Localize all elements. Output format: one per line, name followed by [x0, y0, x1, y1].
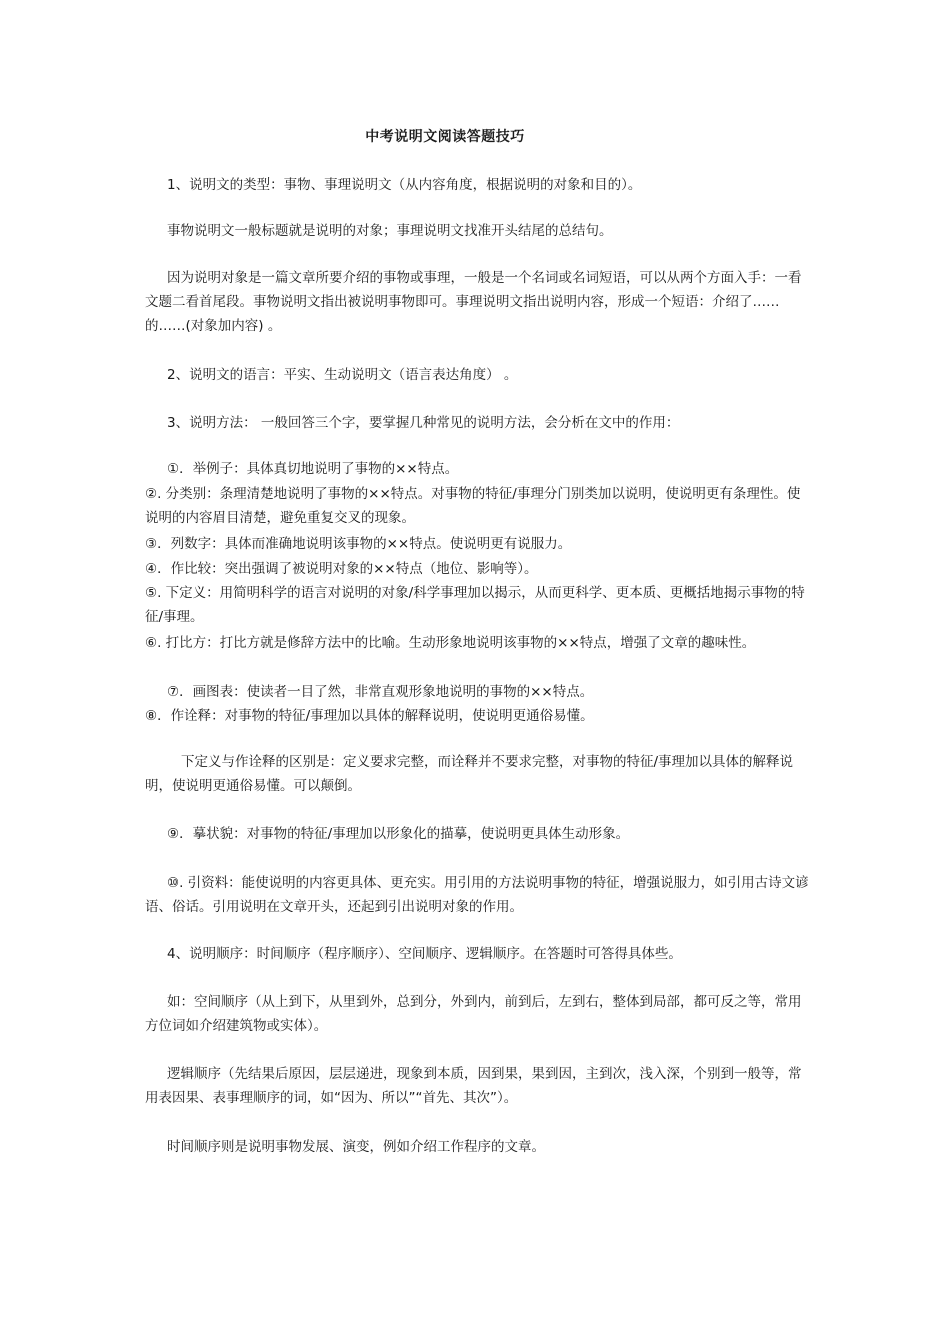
paragraph-define-vs-explain: 下定义与作诠释的区别是：定义要求完整，而诠释并不要求完整，对事物的特征/事理加以具体的解释说明，使说明更通俗易懂。可以颠倒。	[145, 754, 794, 794]
method-cite: ⑩. 引资料：能使说明的内容更具体、更充实。用引用的方法说明事物的特征，增强说服力，如引用古诗文谚语、俗话。引用说明在文章开头，还起到引出说明对象的作用。	[145, 875, 809, 915]
method-classify: ②. 分类别：条理清楚地说明了事物的××特点。对事物的特征/事理分门别类加以说明，使说明更有条理性。使说明的内容眉目清楚，避免重复交叉的现象。	[145, 486, 801, 526]
document-title: 中考说明文阅读答题技巧	[365, 129, 525, 145]
paragraph-types: 1、说明文的类型：事物、事理说明文（从内容角度，根据说明的对象和目的）。	[167, 177, 642, 193]
method-example: ①．举例子：具体真切地说明了事物的××特点。	[167, 461, 459, 477]
paragraph-object: 事物说明文一般标题就是说明的对象；事理说明文找准开头结尾的总结句。	[167, 223, 613, 239]
method-compare: ④．作比较：突出强调了被说明对象的××特点（地位、影响等）。	[145, 561, 538, 577]
paragraph-language: 2、说明文的语言：平实、生动说明文（语言表达角度） 。	[167, 367, 518, 383]
paragraph-methods: 3、说明方法： 一般回答三个字，要掌握几种常见的说明方法，会分析在文中的作用：	[167, 415, 680, 431]
paragraph-order: 4、说明顺序：时间顺序（程序顺序）、空间顺序、逻辑顺序。在答题时可答得具体些。	[167, 946, 682, 962]
paragraph-object-detail: 因为说明对象是一篇文章所要介绍的事物或事理，一般是一个名词或名词短语，可以从两个方面入手：一看文题二看首尾段。事物说明文指出被说明事物即可。事理说明文指出说明内容，形成一个短语：介绍了……的……(对象加内容) 。	[145, 270, 802, 334]
method-explain: ⑧．作诠释：对事物的特征/事理加以具体的解释说明，使说明更通俗易懂。	[145, 708, 594, 724]
paragraph-logical-order: 逻辑顺序（先结果后原因，层层递进，现象到本质，因到果，果到因，主到次，浅入深，个别到一般等，常用表因果、表事理顺序的词，如“因为、所以”“首先、其次”）。	[145, 1066, 802, 1106]
paragraph-time-order: 时间顺序则是说明事物发展、演变，例如介绍工作程序的文章。	[167, 1139, 545, 1155]
method-describe: ⑨．摹状貌：对事物的特征/事理加以形象化的描摹，使说明更具体生动形象。	[167, 826, 630, 842]
paragraph-spatial-order: 如：空间顺序（从上到下，从里到外，总到分，外到内，前到后，左到右，整体到局部，都可反之等，常用方位词如介绍建筑物或实体）。	[145, 994, 802, 1034]
method-numbers: ③．列数字：具体而准确地说明该事物的××特点。使说明更有说服力。	[145, 536, 572, 552]
method-analogy: ⑥. 打比方：打比方就是修辞方法中的比喻。生动形象地说明该事物的××特点，增强了文章的趣味性。	[145, 635, 756, 651]
method-define: ⑤. 下定义：用简明科学的语言对说明的对象/科学事理加以揭示，从而更科学、更本质、更概括地揭示事物的特征/事理。	[145, 585, 805, 625]
method-chart: ⑦．画图表：使读者一目了然，非常直观形象地说明的事物的××特点。	[167, 684, 594, 700]
